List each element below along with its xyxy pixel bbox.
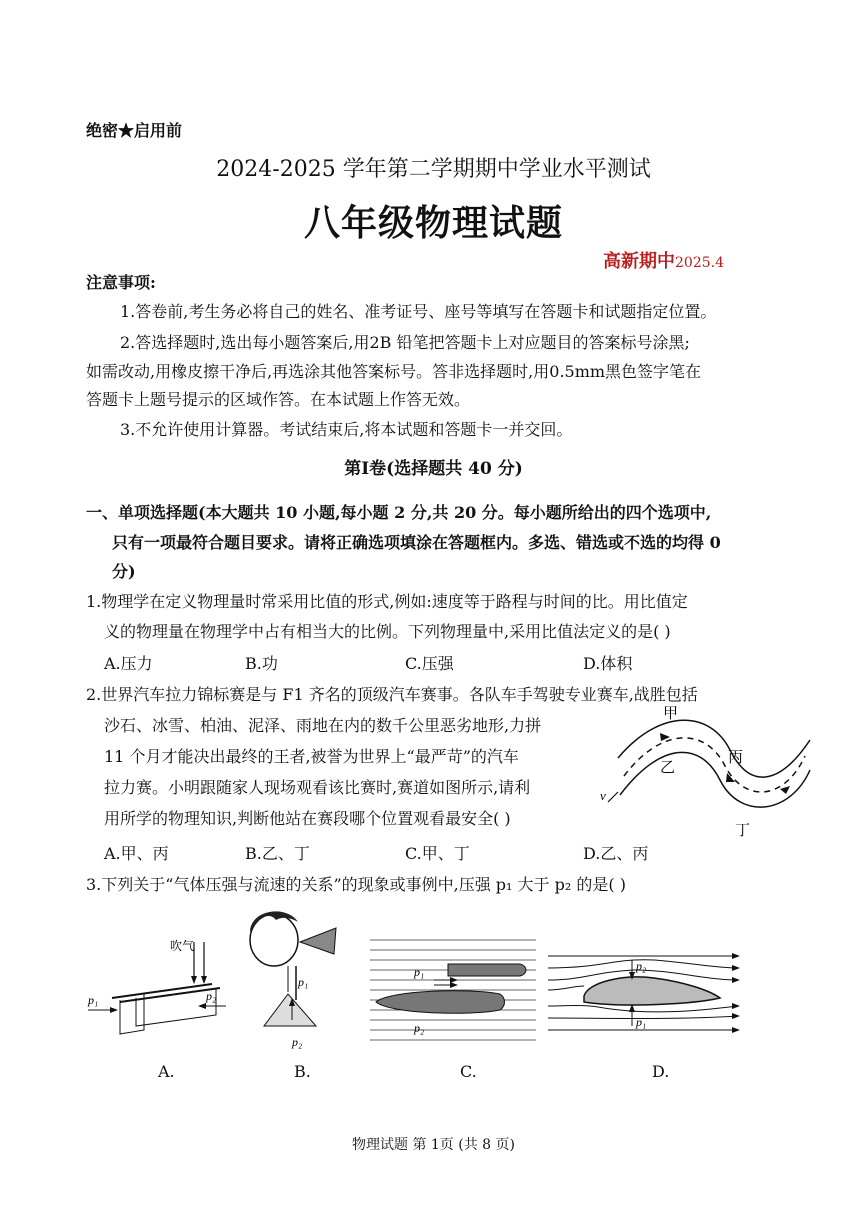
q2-option-d: D.乙、丙 <box>583 844 649 863</box>
svg-text:p₂: p₂ <box>414 1021 425 1035</box>
question-3-line-1: 3.下列关于“气体压强与流速的关系”的现象或事例中,压强 p₁ 大于 p₂ 的是( ) <box>86 875 626 894</box>
question-2-line-5: 用所学的物理知识,判断他站在赛段哪个位置观看最安全( ) <box>104 809 511 828</box>
svg-text:吹气: 吹气 <box>170 939 195 953</box>
notice-item-1: 1.答卷前,考生务必将自己的姓名、准考证号、座号等填写在答题卡和试题指定位置。 <box>120 302 717 321</box>
figure-a-caption: A. <box>158 1062 175 1081</box>
page-footer: 物理试题 第 1页 (共 8 页) <box>352 1137 515 1153</box>
notice-item-2b: 如需改动,用橡皮擦干净后,再选涂其他答案标号。答非选择题时,用0.5mm黑色签字笔在 <box>86 362 702 381</box>
q1-option-a: A.压力 <box>104 654 153 673</box>
exam-title: 八年级物理试题 <box>303 202 563 244</box>
notice-heading: 注意事项: <box>86 273 156 292</box>
notice-item-2c: 答题卡上题号提示的区域作答。在本试题上作答无效。 <box>86 390 471 409</box>
q2-option-a: A.甲、丙 <box>104 844 169 863</box>
figure-c-caption: C. <box>460 1062 477 1081</box>
notice-item-2a: 2.答选择题时,选出每小题答案后,用2B 铅笔把答题卡上对应题目的答案标号涂黑; <box>120 333 690 352</box>
exam-subtitle: 2024-2025 学年第二学期期中学业水平测试 <box>216 157 651 182</box>
question-1-line-1: 1.物理学在定义物理量时常采用比值的形式,例如:速度等于路程与时间的比。用比值定 <box>86 592 688 611</box>
label-yi: 乙 <box>660 760 676 776</box>
label-jia: 甲 <box>663 706 679 722</box>
figure-d-airfoil <box>544 946 744 1048</box>
svg-text:p₂: p₂ <box>636 959 647 973</box>
stamp-text: 高新期中 <box>603 251 675 272</box>
svg-text:p₁: p₁ <box>88 993 99 1007</box>
label-ding: 丁 <box>735 823 751 839</box>
svg-text:p₂: p₂ <box>292 1035 303 1049</box>
figure-c-ships <box>370 936 536 1048</box>
confidential-mark: 绝密★启用前 <box>86 121 183 140</box>
q1-option-b: B.功 <box>245 654 278 673</box>
stamp-date: 2025.4 <box>675 255 724 271</box>
question-2-line-4: 拉力赛。小明跟随家人现场观看该比赛时,赛道如图所示,请利 <box>104 778 531 797</box>
section-title: 第Ⅰ卷(选择题共 40 分) <box>344 459 523 479</box>
race-track-figure <box>600 700 820 840</box>
question-2-line-1: 2.世界汽车拉力锦标赛是与 F1 齐名的顶级汽车赛事。各队车手驾驶专业赛车,战胜包括 <box>86 685 698 704</box>
svg-text:p₁: p₁ <box>414 965 425 979</box>
part1-instructions-3: 分) <box>112 562 136 581</box>
part1-instructions-1: 一、单项选择题(本大题共 10 小题,每小题 2 分,共 20 分。每小题所给出的四个选项中, <box>86 503 712 522</box>
svg-text:p₂: p₂ <box>206 989 217 1003</box>
label-bing: 丙 <box>728 750 744 766</box>
svg-text:p₁: p₁ <box>636 1015 647 1029</box>
red-stamp <box>603 247 724 273</box>
figure-d-caption: D. <box>652 1062 670 1081</box>
figure-b-sprayer <box>236 902 356 1050</box>
label-v: v <box>600 788 606 803</box>
question-1-line-2: 义的物理量在物理学中占有相当大的比例。下列物理量中,采用比值法定义的是( ) <box>104 622 671 641</box>
part1-instructions-2: 只有一项最符合题目要求。请将正确选项填涂在答题框内。多选、错选或不选的均得 0 <box>112 533 721 552</box>
question-2-line-3: 11 个月才能决出最终的王者,被誉为世界上“最严苛”的汽车 <box>104 747 519 766</box>
svg-text:p₁: p₁ <box>298 975 309 989</box>
q2-option-b: B.乙、丁 <box>245 844 310 863</box>
q1-option-d: D.体积 <box>583 654 633 673</box>
q1-option-c: C.压强 <box>405 654 454 673</box>
figure-a-paper-blow <box>84 930 234 1050</box>
figure-b-caption: B. <box>294 1062 311 1081</box>
q2-option-c: C.甲、丁 <box>405 844 470 863</box>
notice-item-3: 3.不允许使用计算器。考试结束后,将本试题和答题卡一并交回。 <box>120 420 573 439</box>
question-2-line-2: 沙石、冰雪、柏油、泥泽、雨地在内的数千公里恶劣地形,力拼 <box>104 716 542 735</box>
